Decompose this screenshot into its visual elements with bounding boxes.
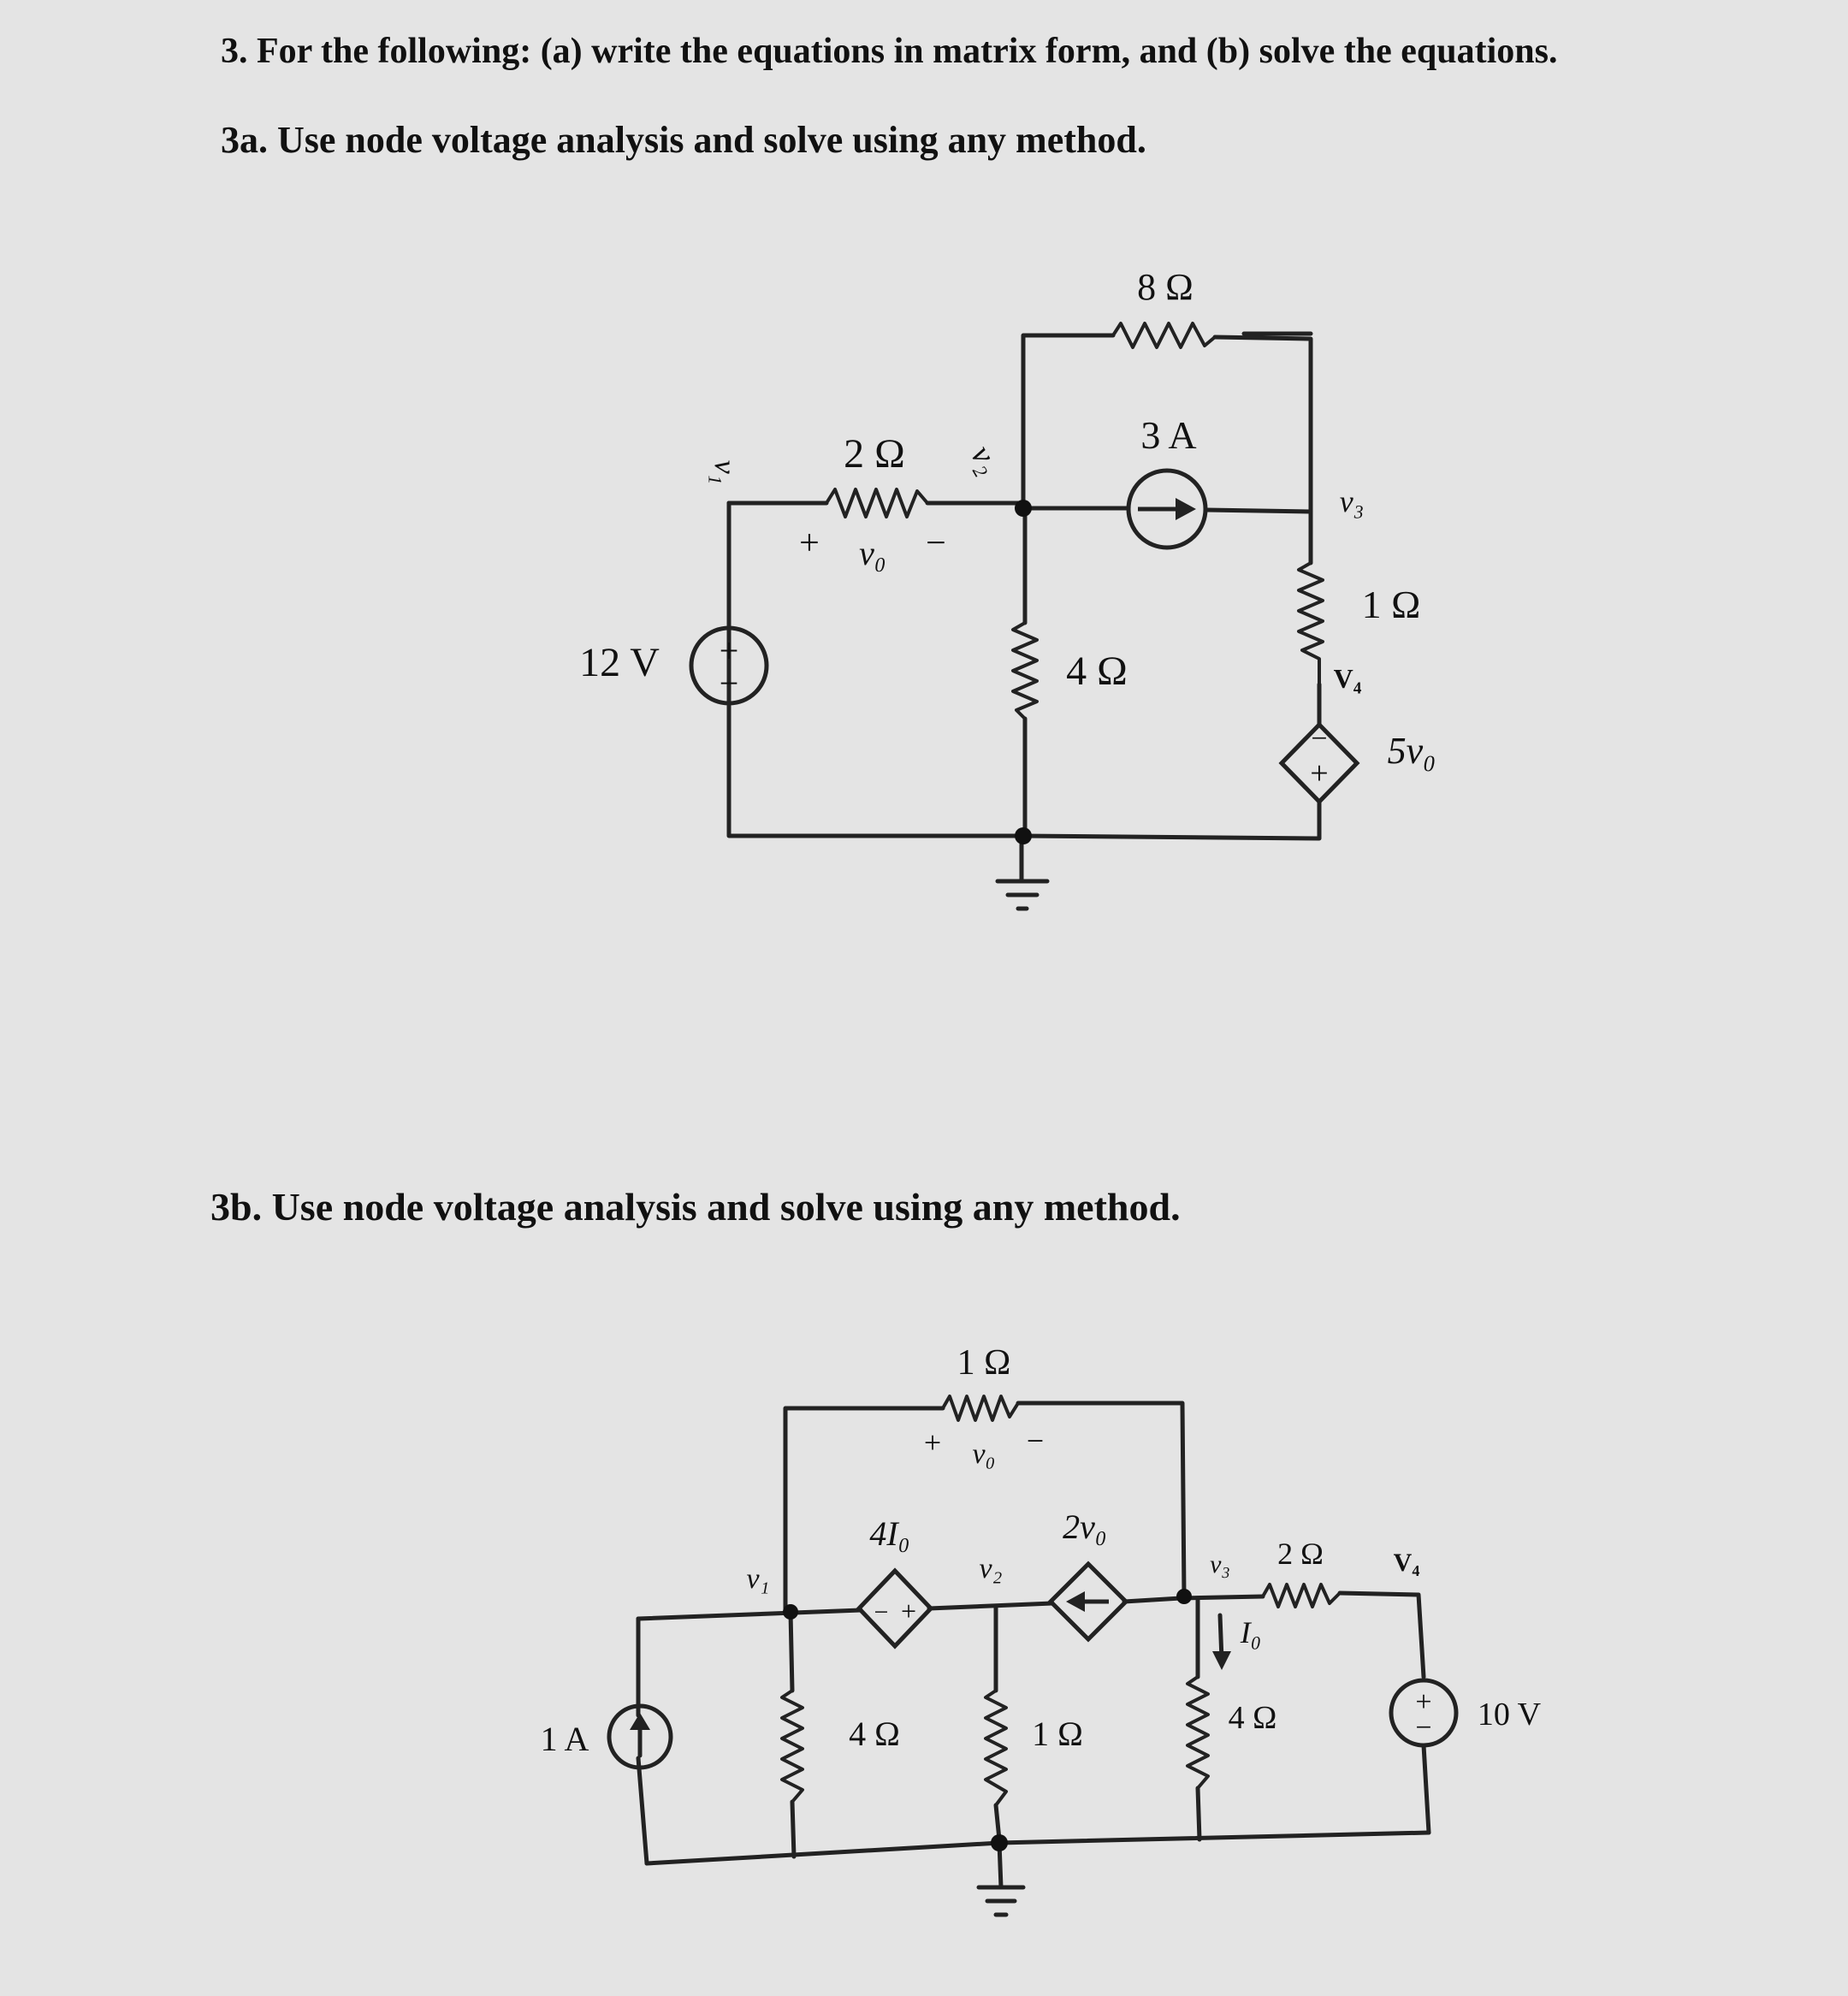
label-4io: 4I₀ (869, 1514, 910, 1553)
arrow-up-icon (630, 1713, 650, 1730)
svg-text:−: − (1415, 1712, 1432, 1744)
label-1a: 1 A (540, 1720, 589, 1758)
vo-plus-sign: + (923, 1425, 942, 1460)
node-v4-label: V₄ (1393, 1549, 1420, 1577)
label-2vo: 2v₀ (1063, 1507, 1107, 1546)
dependent-voltage-source-4io (859, 1571, 931, 1646)
label-8-ohm: 8 Ω (1137, 266, 1194, 308)
label-1-ohm: 1 Ω (1361, 583, 1421, 626)
resistor-1-ohm-mid (986, 1691, 1006, 1805)
label-10v: 10 V (1477, 1697, 1542, 1732)
label-2-ohm: 2 Ω (844, 431, 905, 477)
vo-minus-sign: − (926, 524, 946, 563)
node-v2-label: v₂ (963, 439, 1008, 480)
node-v2-label: v₂ (979, 1553, 1003, 1584)
svg-text:−: − (719, 664, 739, 702)
label-12v: 12 V (579, 640, 660, 685)
resistor-2-ohm (1263, 1584, 1340, 1607)
problem-heading: 3. For the following: (a) write the equations in matrix form, and (b) solve the equations. (221, 32, 1558, 71)
voltage-source-10v (1391, 1680, 1456, 1745)
label-top-1-ohm: 1 Ω (957, 1343, 1011, 1383)
label-5vo: 5v₀ (1387, 730, 1436, 772)
label-2-ohm: 2 Ω (1277, 1537, 1324, 1571)
label-io: I₀ (1240, 1615, 1262, 1650)
arrow-down-icon (1212, 1615, 1231, 1670)
node-v1-label: v₁ (708, 459, 743, 485)
vo-label: v₀ (972, 1438, 996, 1470)
junction-node (1176, 1589, 1192, 1604)
vo-minus-sign: − (1026, 1424, 1045, 1458)
svg-text:−: − (1311, 723, 1328, 755)
label-4-ohm-right: 4 Ω (1228, 1700, 1277, 1736)
label-3a: 3 A (1140, 413, 1197, 457)
label-4-ohm-left: 4 Ω (849, 1715, 900, 1753)
resistor-4-ohm-right (1188, 1677, 1208, 1788)
node-v1-label: v₁ (746, 1563, 770, 1595)
svg-text:+: + (719, 631, 739, 670)
part-a-heading: 3a. Use node voltage analysis and solve using any method. (221, 119, 1146, 161)
node-v3-label: v₃ (1339, 484, 1365, 518)
part-b-heading: 3b. Use node voltage analysis and solve using any method. (210, 1185, 1181, 1229)
junction-node (783, 1604, 798, 1620)
dependent-current-source-2vo (1051, 1564, 1126, 1639)
circuit-b-wires (638, 1403, 1432, 1887)
resistor-4-ohm-left (782, 1691, 803, 1802)
svg-text:+: + (1310, 755, 1329, 791)
node-v3-label: v₃ (1210, 1550, 1230, 1578)
node-v4-label: V₄ (1333, 663, 1362, 694)
junction-node (991, 1834, 1008, 1851)
svg-text:+: + (900, 1596, 917, 1626)
resistor-top-1-ohm (943, 1396, 1018, 1420)
arrow-left-icon (1066, 1591, 1085, 1612)
label-1-ohm-mid: 1 Ω (1032, 1715, 1083, 1753)
label-4-ohm: 4 Ω (1066, 649, 1128, 694)
vo-plus-sign: + (799, 524, 820, 563)
ground-icon (979, 1887, 1023, 1915)
svg-text:−: − (874, 1598, 889, 1626)
vo-label: v₀ (859, 534, 886, 572)
svg-text:+: + (1415, 1686, 1432, 1718)
